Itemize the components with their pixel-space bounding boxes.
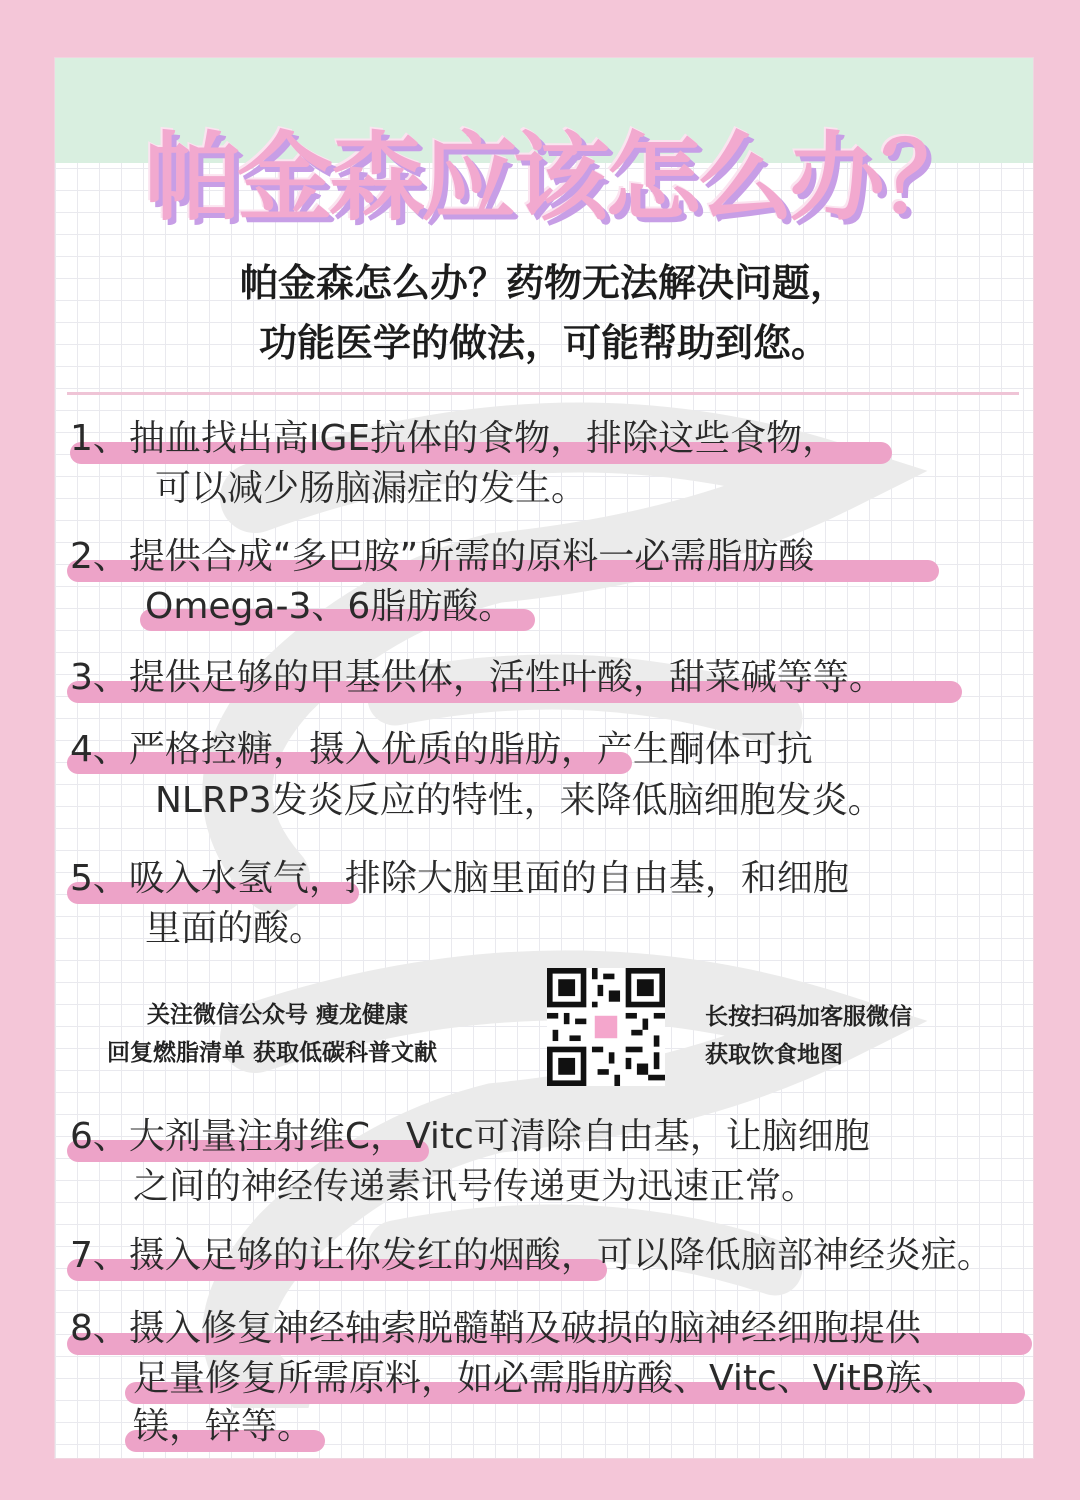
divider — [67, 392, 1019, 395]
subtitle-line-2: 功能医学的做法，可能帮助到您。 — [258, 321, 829, 365]
list-item-2-line-2: Omega-3、6脂肪酸。 — [145, 586, 515, 627]
promo-map-text: 获取饮食地图 — [705, 1042, 843, 1068]
promo-reply-text: 回复燃脂清单 获取低碳科普文献 — [107, 1040, 438, 1066]
poster-card — [55, 58, 1033, 1458]
qr-code-icon[interactable] — [547, 968, 665, 1086]
list-item-1-line-1: 1、抽血找出高IGE抗体的食物，排除这些食物， — [70, 418, 839, 459]
headline-title: 帕金森应该怎么办？ — [145, 122, 973, 234]
list-item-4-line-1: 4、严格控糖，摄入优质的脂肪，产生酮体可抗 — [70, 729, 813, 770]
subtitle-line-1: 帕金森怎么办？药物无法解决问题， — [239, 261, 848, 305]
list-item-3-line-1: 3、提供足够的甲基供体，活性叶酸，甜菜碱等等。 — [70, 657, 885, 698]
list-item-4-line-2: NLRP3发炎反应的特性，来降低脑细胞发炎。 — [155, 780, 884, 821]
list-item-8-line-3: 镁，锌等。 — [133, 1406, 314, 1447]
list-item-5-line-2: 里面的酸。 — [145, 908, 326, 949]
list-item-1-line-2: 可以减少肠脑漏症的发生。 — [155, 468, 588, 509]
list-item-2-line-1: 2、提供合成“多巴胺”所需的原料一必需脂肪酸 — [70, 536, 815, 577]
list-item-6-line-1: 6、大剂量注射维C，Vitc可清除自由基，让脑细胞 — [70, 1116, 870, 1157]
list-item-7-line-1: 7、摄入足够的让你发红的烟酸，可以降低脑部神经炎症。 — [70, 1235, 993, 1276]
promo-follow-text: 关注微信公众号 瘦龙健康 — [147, 1002, 409, 1028]
list-item-5-line-1: 5、吸入水氢气，排除大脑里面的自由基，和细胞 — [70, 858, 849, 899]
list-item-8-line-1: 8、摄入修复神经轴索脱髓鞘及破损的脑神经细胞提供 — [70, 1308, 921, 1349]
list-item-6-line-2: 之间的神经传递素讯号传递更为迅速正常。 — [133, 1166, 818, 1207]
promo-scan-text: 长按扫码加客服微信 — [705, 1004, 912, 1030]
list-item-8-line-2: 足量修复所需原料，如必需脂肪酸、Vitc、VitB族、 — [133, 1358, 958, 1399]
